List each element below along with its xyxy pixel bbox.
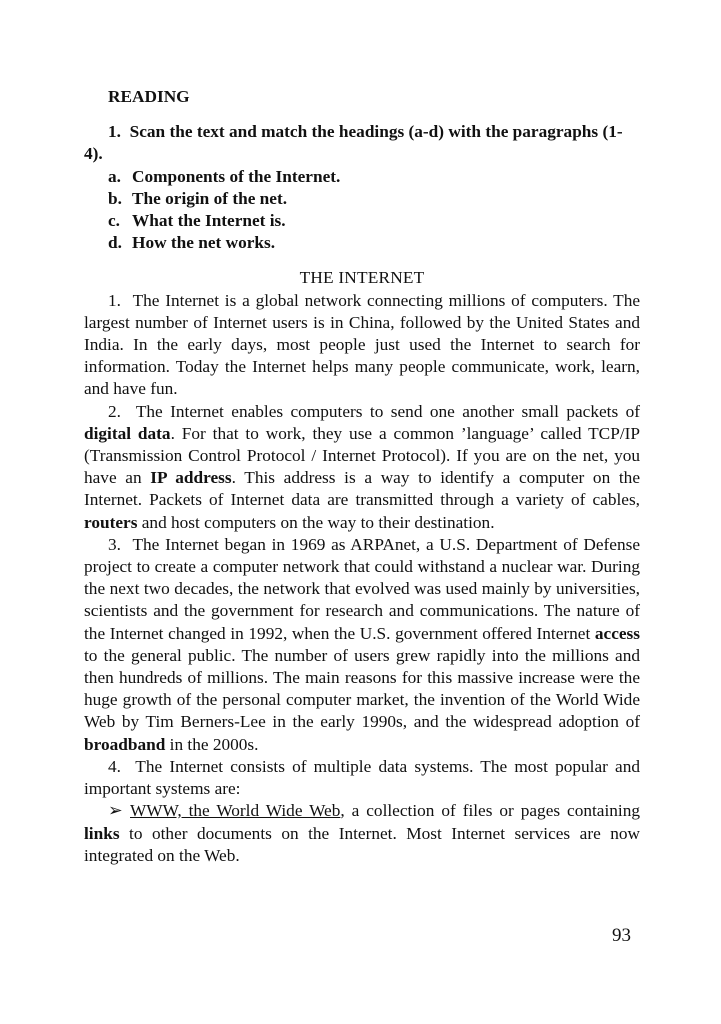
task-text: Scan the text and match the headings (a-d) with the paragraphs (1-4).	[84, 122, 623, 164]
document-page	[84, 86, 640, 867]
option-item: c. What the Internet is.	[108, 211, 286, 231]
term-access: access	[594, 623, 640, 643]
paragraph-2: 2. The Internet enables computers to send one another small packets of digital data. For that to work, they use a common ’language’ called TCP/IP (Transmission Control Protocol / Internet Protocol). If you are on the net, you have an IP address. This address is a way to identify a computer on the Internet. Packets of Internet data are transmitted through a variety of cables, routers and host computers on the way to their destination.	[84, 401, 641, 532]
heading-options	[84, 166, 640, 255]
section-heading: READING	[108, 87, 190, 106]
arrow-bullet-icon: ➢	[108, 801, 123, 821]
term-www: WWW, the World Wide Web	[130, 801, 341, 821]
bullet-www: ➢ WWW, the World Wide Web, a collection of files or pages containing links to other documents on the Internet. Most Internet services are now integrated on the Web.	[84, 801, 640, 865]
task-instruction	[84, 121, 640, 165]
term-ip-address: IP address	[150, 468, 232, 488]
term-digital-data: digital data	[84, 423, 171, 443]
term-routers: routers	[84, 512, 138, 532]
paragraph-3: 3. The Internet began in 1969 as ARPAnet, a U.S. Department of Defense project to create a computer network that could withstand a nuclear war. During the next two decades, the network that evolved was used mainly by universities, scientists and the government for research and communications. The nature of the Internet changed in 1992, when the U.S. government offered Internet access to the general public. The number of users grew rapidly into the millions and then hundreds of millions. The main reasons for this massive increase were the huge growth of the personal computer market, the invention of the World Wide Web by Tim Berners-Lee in the early 1990s, and the widespread adoption of broadband in the 2000s.	[84, 534, 640, 754]
option-item: a. Components of the Internet.	[108, 166, 341, 186]
option-item: d. How the net works.	[108, 233, 276, 253]
option-item: b. The origin of the net.	[108, 188, 288, 208]
article-title: THE INTERNET	[299, 268, 425, 288]
paragraph-1: 1. The Internet is a global network connecting millions of computers. The largest number of Internet users is in China, followed by the United States and India. In the early days, most people just used the Internet to search for information. Today the Internet helps many people communicate, work, learn, and have fun.	[84, 290, 640, 399]
page-number: 93	[612, 925, 631, 946]
task-number: 1.	[108, 122, 121, 142]
term-links: links	[84, 823, 120, 843]
paragraph-4: 4. The Internet consists of multiple data systems. The most popular and important systems are:	[84, 756, 640, 799]
term-broadband: broadband	[84, 734, 166, 754]
